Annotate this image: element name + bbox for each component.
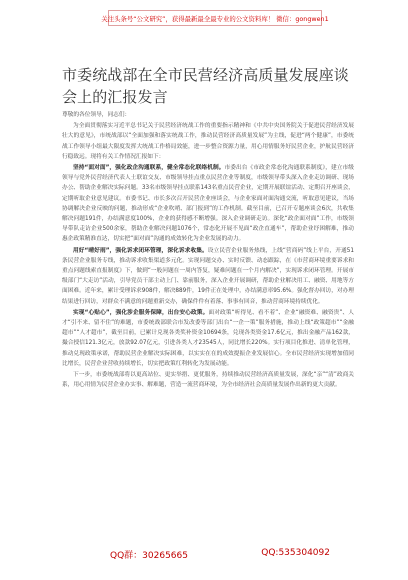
footer-contacts (110, 548, 330, 561)
paragraph-text: 市委出台《市政企常态化沟通联系制度》，建立市级领导与党外民营经济代表人士联谊交友、市级领导挂点重点民营企业等制度，市级领导带头深入企业走访调研、现场办公、帮助企业解决实际问题。33名市级领导挂点联系143名重点民营企业，定期开展联谊活动、定期召开座谈会，定期听取企业意见建议。市委书记、市长多次召开民营企业座谈会，与企业家面对面沟通交流，听取意见建议，当场协调解决企业反映的问题，推动形成“企业吹哨、部门报到”的工作机制。截至目前，已召开专题座谈会6次，共收集解决问题191件，办结满意度100%，企业的获得感不断增强。深入企业调研走访。深化“政企面对面”工作，市级领导带队走访企业500余家，帮助企业解决问题1076个，常态化开展不见面“政企直通车”，帮助企业纾困解难，推动惠企政策精准直达，切实把“面对面”沟通的成效转化为企业发展的动力。 (62, 165, 354, 243)
paragraph (62, 163, 354, 245)
paragraph-lead: 实现“心贴心”，强化涉企服务保障，出台安心政策。 (73, 309, 209, 316)
qq-group-text: QQ群：30265665 (110, 551, 188, 561)
salutation: 尊敬的各位领导，同志们： (62, 112, 131, 118)
paragraph-text: 设立民营企业服务热线，上线“营商码”线上平台，开通51条民营企业服务专线，推动诉求收集渠道多元化。实现问题交办、实时反馈、动态跟踪，在《市营商环境重要诉求和重点问题线索直报制度》下，做到“一般问题在一周内答复，疑难问题在一个月内解决”，实现诉求闭环管理。开展市级部门“大走访”活动，引导党员干部主动上门、靠前服务，深入企业开展调研，帮助企业解决用工、融资、用地等方面困难。近年来，累计受理诉求908件，解决889件，19件正在处理中，办结满意率95.6%。强化督办回访，对办理结果进行回访，对群众不满意的问题重新交办，确保件件有着落、事事有回音，推动营商环境持续优化。 (62, 247, 354, 305)
paragraph (62, 370, 354, 390)
document-title: 市委统战部在全市民营经济高质量发展座谈会上的汇报发言 (62, 66, 349, 106)
promo-banner-text: 关注头条号“公文研究”，获得最新最全最专业的公文资料库！ 微信：gongwen1 (101, 14, 329, 23)
qq-text: QQ:535304092 (261, 548, 330, 558)
paragraph-lead: 用好“晴好雨”，强化诉求闭环管理，深化诉求收集。 (73, 247, 208, 254)
promo-banner (101, 10, 329, 26)
paragraph (62, 246, 354, 307)
paragraph-lead: 坚持“面对面”，强化政企沟通联系，健全常态化联络机制。 (73, 165, 225, 172)
document-body (62, 110, 354, 390)
paragraph (62, 308, 354, 369)
paragraph-text: 下一步，市委统战部将以更高站位、更实举措、更优服务，持续推动民营经济高质量发展，深化“亲”“清”政商关系，用心用情为民营企业办实事、解难题，营造一流营商环境，为全市经济社会高质量发展作出新的更大贡献。 (62, 372, 354, 389)
paragraph (62, 121, 354, 162)
paragraph-text: 为全面贯彻落实习近平总书记关于民营经济统战工作的重要指示精神和《中共中央国务院关于促进民营经济发展壮大的意见》，市统战部以“全面加强和落实统战工作，推动民营经济高质量发展”为主线，促进“两个健康”，市委统战工作领导小组最大限度发挥大统战工作格局效能，进一步整合资源力量，用心用情服务好民营企业，护航民营经济行稳致远。现将有关工作情况汇报如下： (62, 123, 354, 160)
paragraph-text: 面对政策“听得见、看不着”、企业“融资难、融资贵”、人才“引不来、留不住”的难题，市委统战部联合市发改委等部门出台“一企一策”服务措施，推动上线“政策超市”“金融超市”“人才超市”，截至目前，已累计兑现各类奖补资金10694条，兑现各类资金17.6亿元，推出金融产品162款，撮合授信121.3亿元，放款92.07亿元，引进各类人才23545人，同比增长220%。实行项目化推进、清单化管理，推动兑现政策承诺，帮助民营企业解决实际困难，以实实在在的成效提振企业发展信心。全市民营经济实现增加值同比增长，民营企业营收持续增长，切实把政策红利转化为发展动能。 (62, 309, 354, 367)
